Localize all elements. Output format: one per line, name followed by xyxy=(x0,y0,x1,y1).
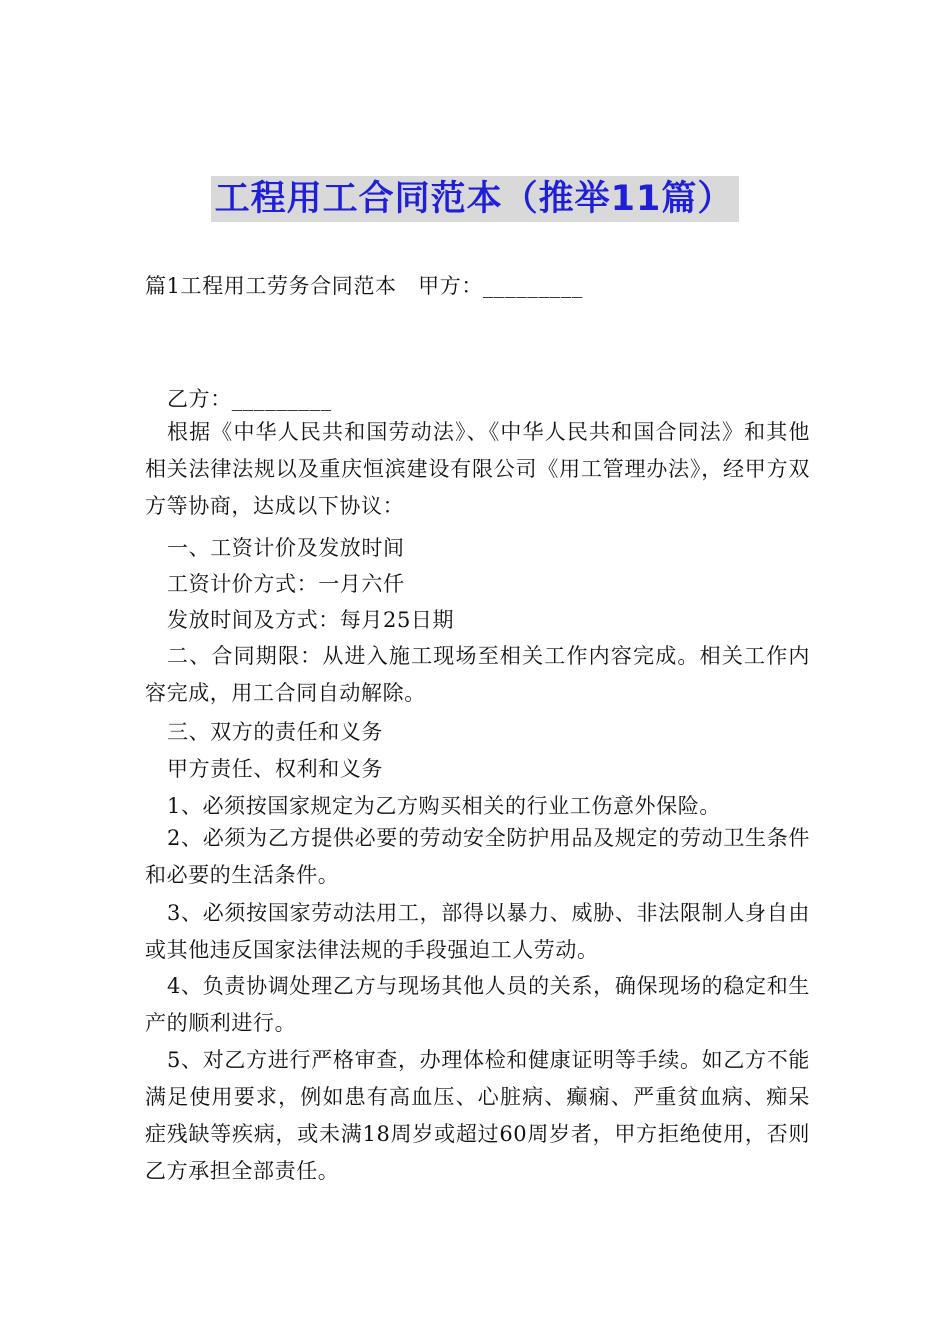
title-container xyxy=(0,176,950,222)
wage-method-line: 工资计价方式：一月六仟 xyxy=(167,572,405,596)
section-1-heading: 一、工资计价及发放时间 xyxy=(167,536,405,560)
section-2-paragraph: 二、合同期限：从进入施工现场至相关工作内容完成。相关工作内容完成，用工合同自动解除。 xyxy=(145,644,810,705)
list-item-4: 4、负责协调处理乙方与现场其他人员的关系，确保现场的稳定和生产的顺利进行。 xyxy=(145,974,810,1035)
list-item-3: 3、必须按国家劳动法用工，部得以暴力、威胁、非法限制人身自由或其他违反国家法律法规的手段强迫工人劳动。 xyxy=(145,901,810,962)
list-item-2: 2、必须为乙方提供必要的劳动安全防护用品及规定的劳动卫生条件和必要的生活条件。 xyxy=(145,826,810,887)
section-3-heading: 三、双方的责任和义务 xyxy=(167,720,383,744)
party-b-line: 乙方：_________ xyxy=(167,387,332,411)
intro-line: 篇1工程用工劳务合同范本 甲方：_________ xyxy=(145,274,583,298)
party-a-heading: 甲方责任、权利和义务 xyxy=(167,757,383,781)
list-item-1: 1、必须按国家规定为乙方购买相关的行业工伤意外保险。 xyxy=(167,794,721,818)
list-item-5: 5、对乙方进行严格审查，办理体检和健康证明等手续。如乙方不能满足使用要求，例如患有高血压、心脏病、癫痫、严重贫血病、痴呆症残缺等疾病，或未满18周岁或超过60周岁者，甲方拒绝使用，否则乙方承担全部责任。 xyxy=(145,1048,810,1183)
basis-paragraph: 根据《中华人民共和国劳动法》、《中华人民共和国合同法》和其他相关法律法规以及重庆恒滨建设有限公司《用工管理办法》，经甲方双方等协商，达成以下协议： xyxy=(145,420,810,518)
document-title: 工程用工合同范本（推举11篇） xyxy=(211,176,740,222)
pay-time-line: 发放时间及方式：每月25日期 xyxy=(167,608,455,632)
